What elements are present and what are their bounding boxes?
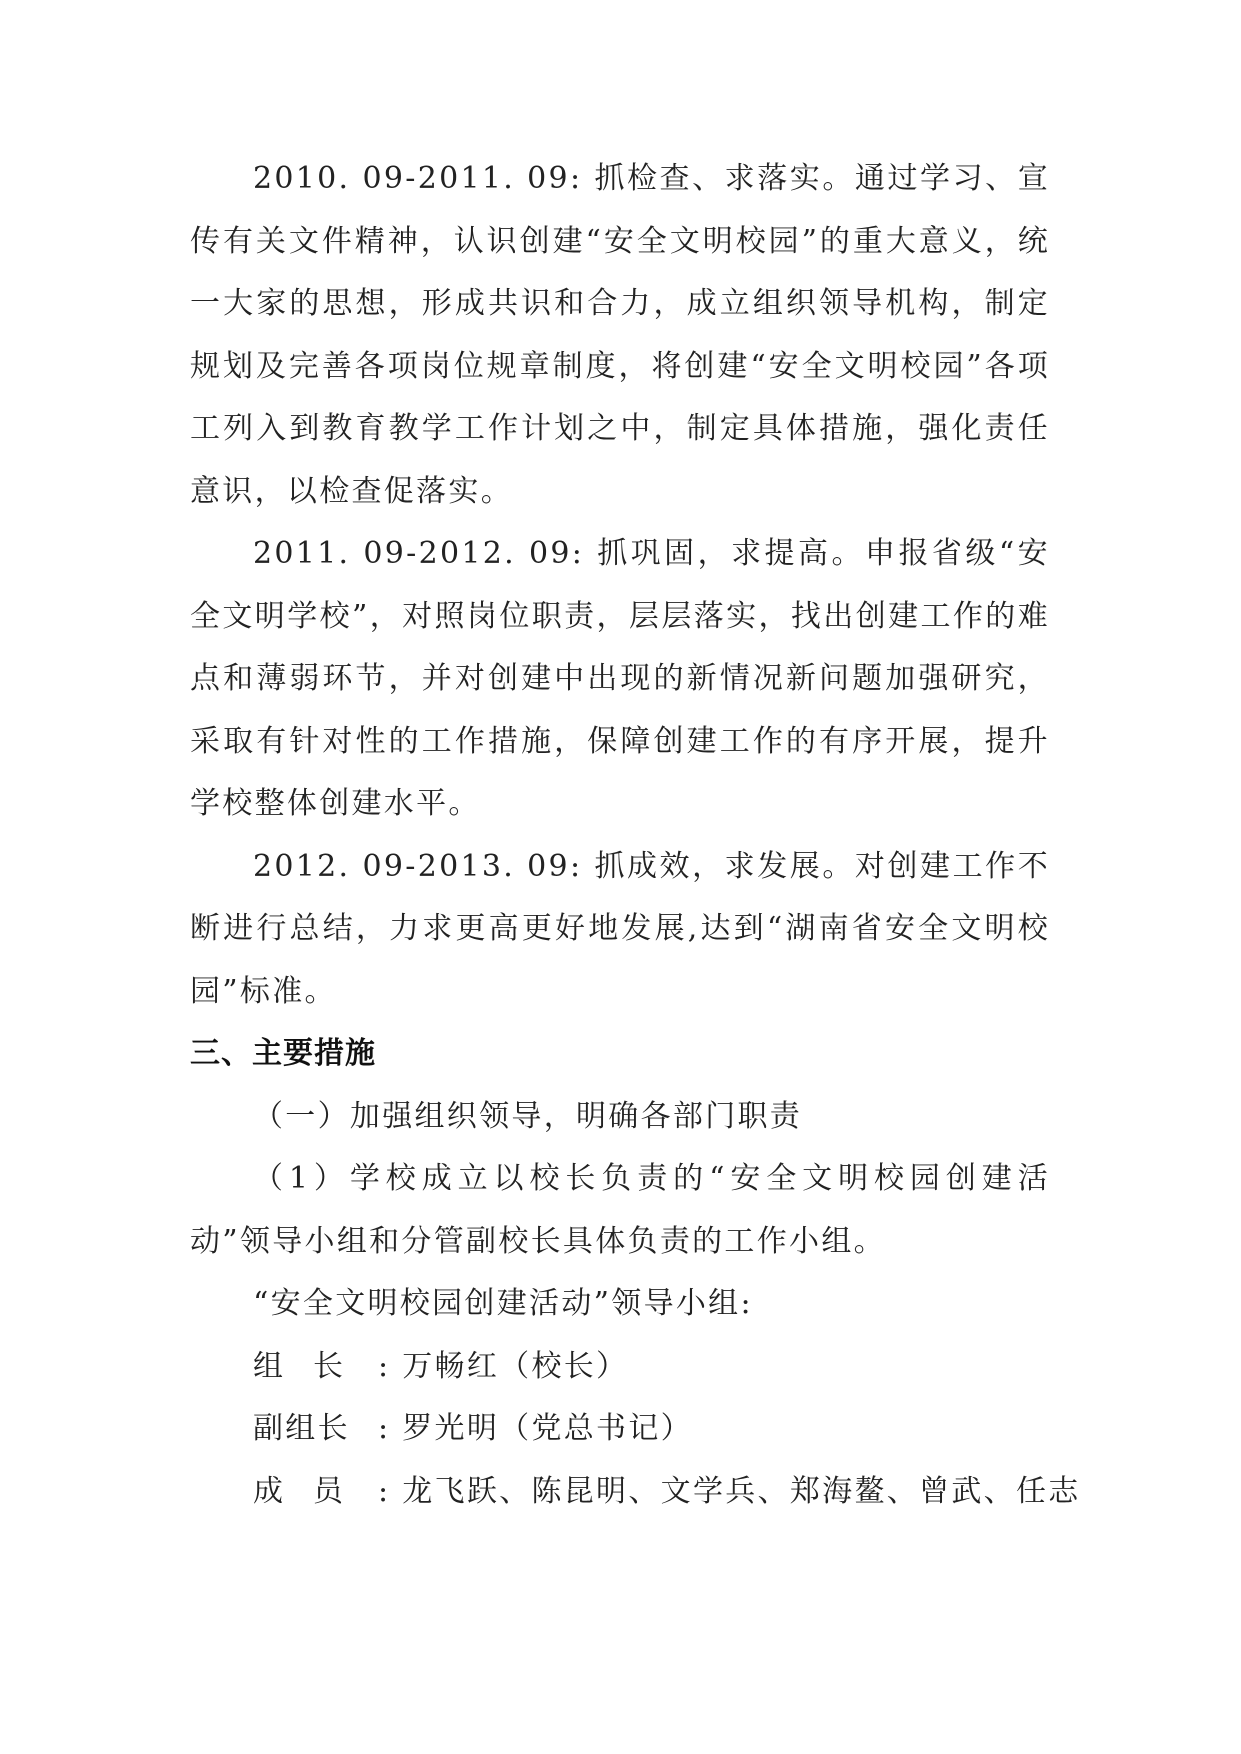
subsection-heading: （一）加强组织领导，明确各部门职责 (253, 1098, 803, 1134)
document-body (190, 148, 1081, 1523)
item-1: （1）学校成立以校长负责的“安全文明校园创建活动”领导小组和分管副校长具体负责的工作小组。 (190, 1161, 1050, 1259)
paragraph-2010: 2010. 09-2011. 09: 抓检查、求落实。通过学习、宣传有关文件精神，认识创建“安全文明校园”的重大意义，统一大家的思想，形成共识和合力，成立组织领导机构，制定规划及完善各项岗位规章制度，将创建“安全文明校园”各项工列入到教育教学工作计划之中，制定具体措施，强化责任意识，以检查促落实。 (190, 161, 1050, 509)
deputy-label: 副组长 (253, 1411, 350, 1446)
paragraph-2011: 2011. 09-2012. 09: 抓巩固，求提高。申报省级“安全文明学校”，对照岗位职责，层层落实，找出创建工作的难点和薄弱环节，并对创建中出现的新情况新问题加强研究，采取有针对性的工作措施，保障创建工作的有序开展，提升学校整体创建水平。 (190, 536, 1050, 821)
leader-label: 组长 (253, 1348, 373, 1384)
members-row (190, 1461, 1081, 1524)
section-heading: 三、主要措施 (190, 1036, 376, 1071)
group-title: “安全文明校园创建活动”领导小组: (253, 1286, 753, 1321)
deputy-value: : 罗光明（党总书记） (378, 1411, 693, 1446)
leader-row (190, 1336, 1050, 1399)
paragraph-2012: 2012. 09-2013. 09: 抓成效，求发展。对创建工作不断进行总结，力求更高更好地发展,达到“湖南省安全文明校园”标准。 (190, 848, 1050, 1009)
leader-value: : 万畅红（校长） (378, 1348, 629, 1384)
deputy-row (190, 1398, 1050, 1461)
members-value: : 龙飞跃、陈昆明、文学兵、郑海鳌、曾武、任志 (378, 1473, 1081, 1509)
members-label: 成员 (253, 1473, 373, 1509)
